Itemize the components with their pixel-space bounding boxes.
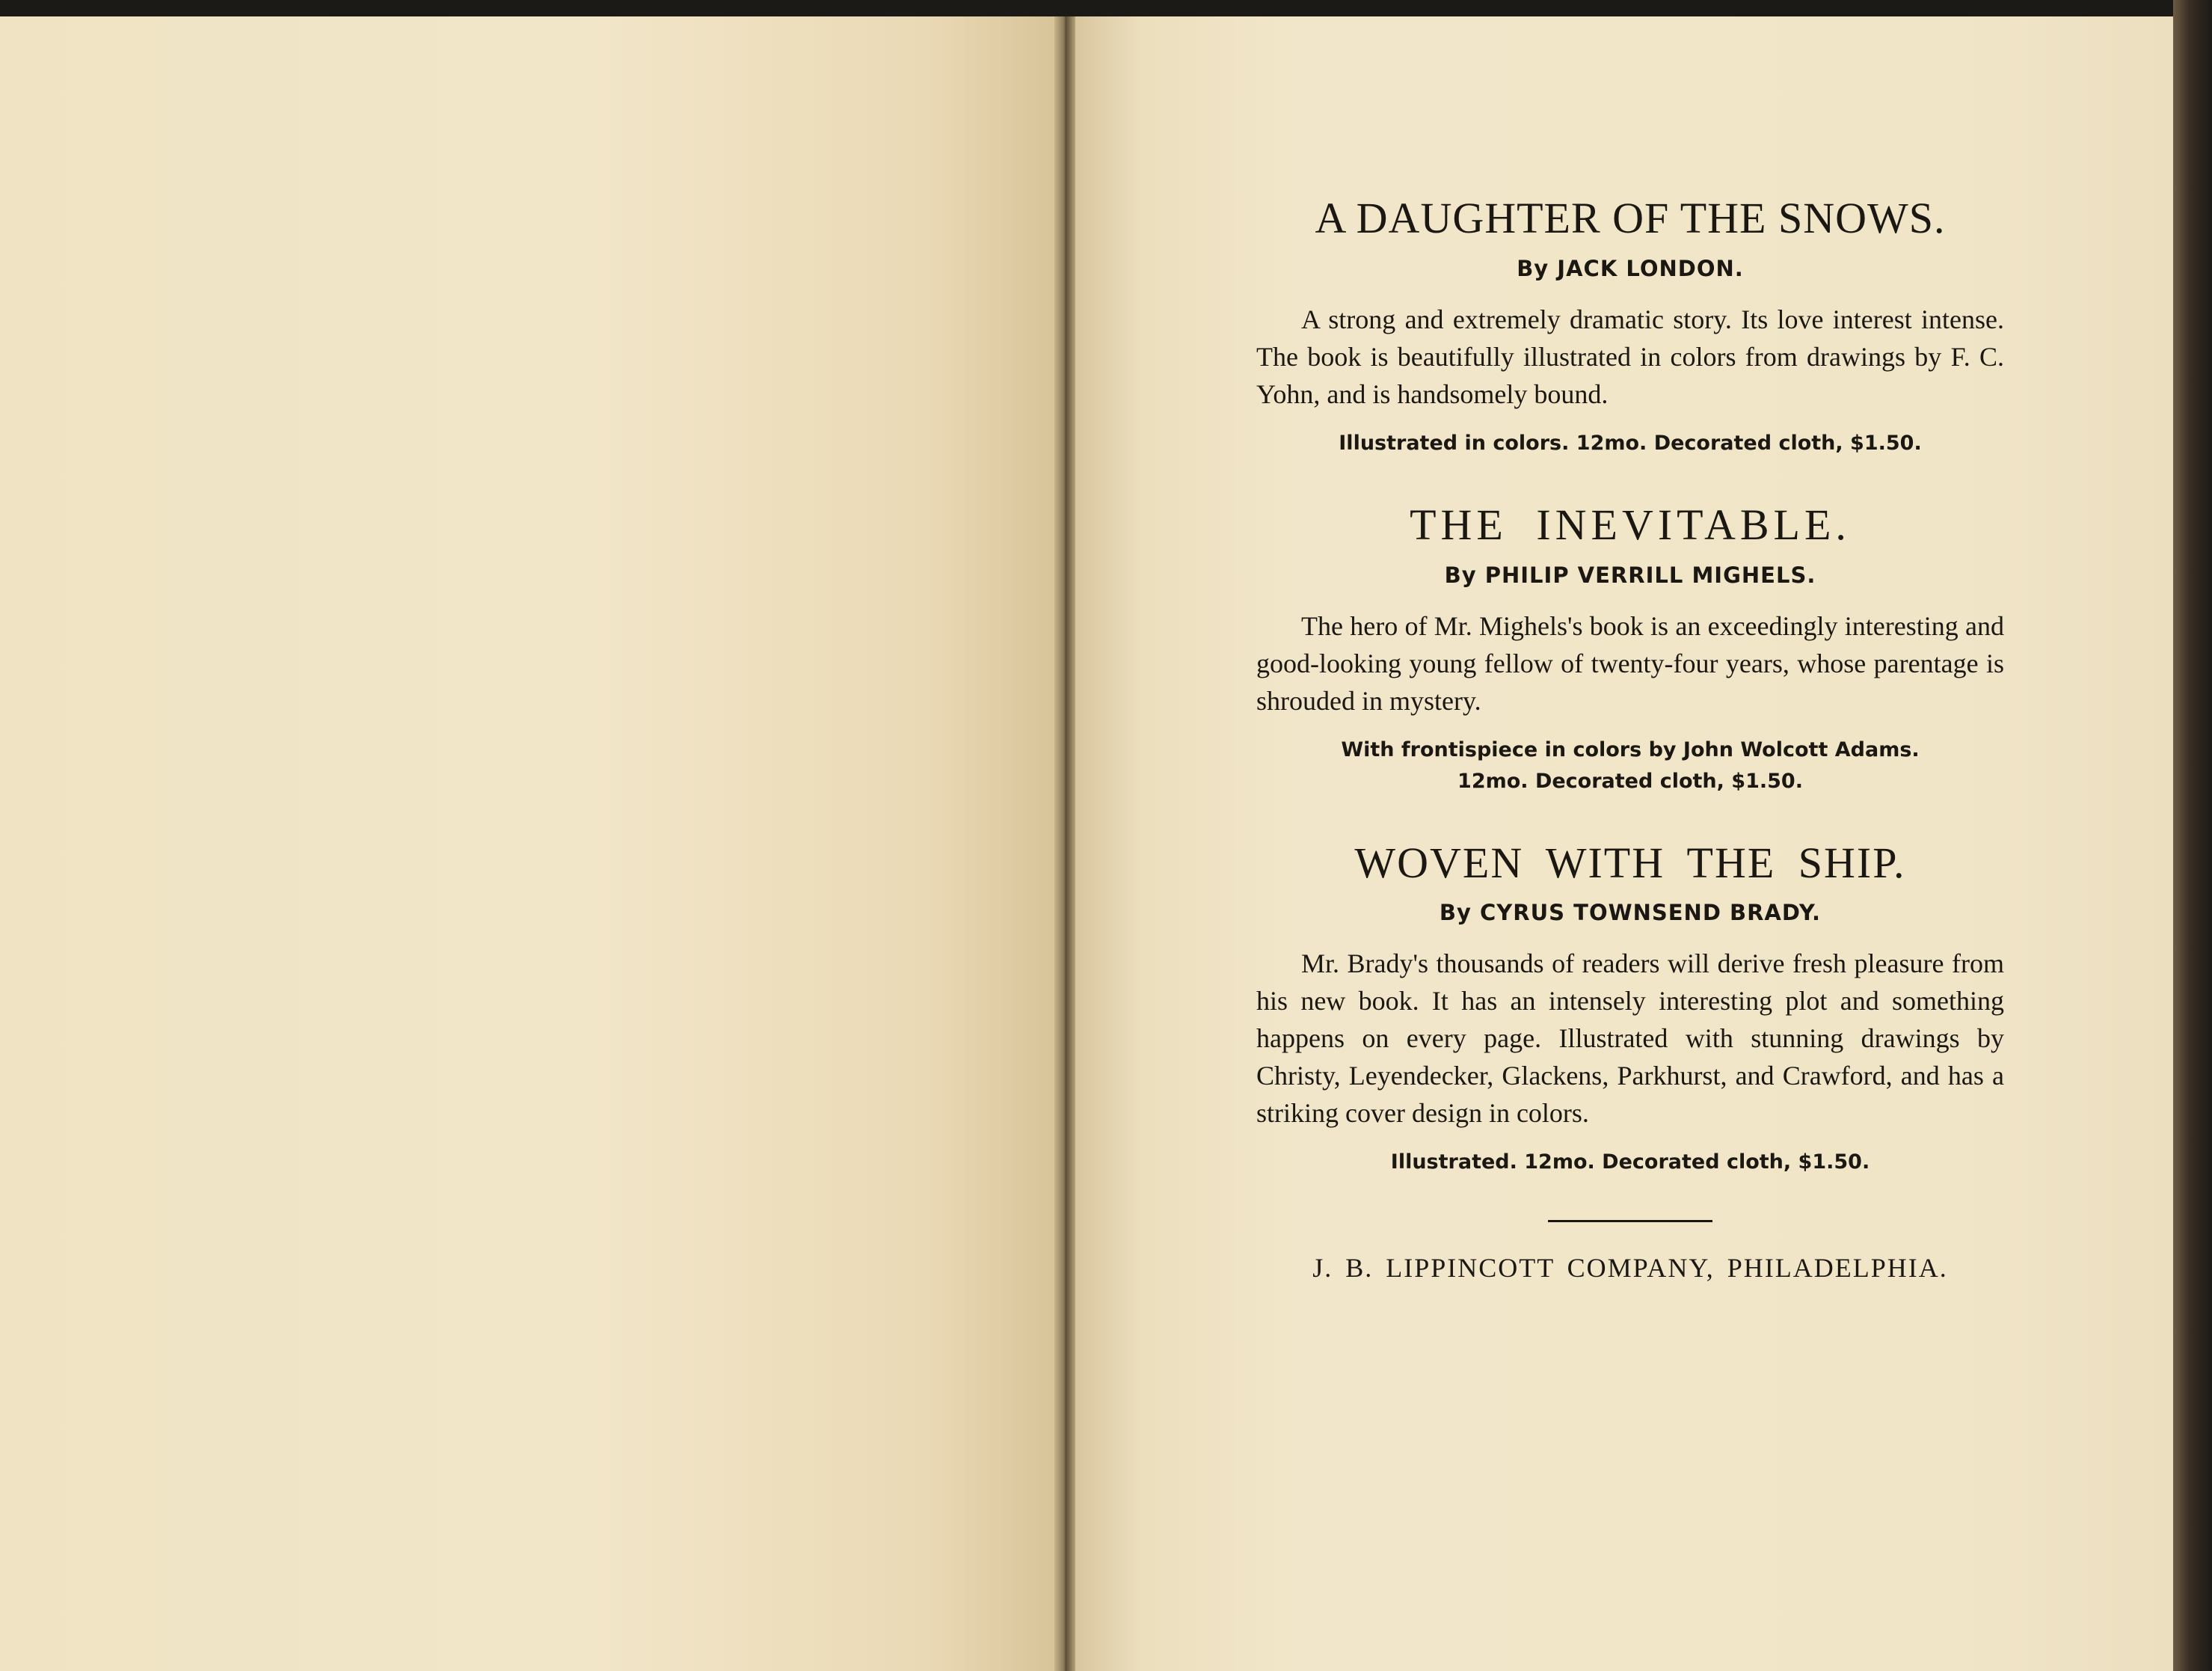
book-details: [1256, 428, 2004, 459]
book-entry-daughter-of-the-snows: [1256, 194, 2004, 459]
book-author: By JACK LONDON.: [1517, 255, 1744, 281]
left-page-blank: [0, 16, 1054, 1671]
divider-rule: [1548, 1220, 1712, 1222]
page-edge: [2173, 0, 2212, 1671]
book-details-line: With frontispiece in colors by John Wolcott Adams.: [1341, 738, 1920, 761]
advertisement-content: [1256, 194, 2004, 1284]
book-entry-woven-with-the-ship: [1256, 839, 2004, 1179]
book-description: A strong and extremely dramatic story. Its love interest intense. The book is beautifully illustrated in colors from drawings by F. C. Yohn, and is handsomely bound.: [1256, 304, 2004, 409]
book-description: The hero of Mr. Mighels's book is an exceedingly interesting and good-looking young fellow of twenty-four years, whose parentage is shrouded in mystery.: [1256, 610, 2004, 716]
book-title: A DAUGHTER OF THE SNOWS.: [1315, 194, 1946, 242]
book-author: By CYRUS TOWNSEND BRADY.: [1439, 900, 1822, 926]
book-details-line: Illustrated. 12mo. Decorated cloth, $1.50.: [1390, 1150, 1870, 1174]
book-title: WOVEN WITH THE SHIP.: [1354, 838, 1906, 887]
publisher-imprint: J. B. LIPPINCOTT COMPANY, PHILADELPHIA.: [1312, 1253, 1948, 1284]
book-gutter: [1054, 16, 1075, 1671]
book-title: THE INEVITABLE.: [1410, 500, 1851, 549]
book-entry-the-inevitable: [1256, 501, 2004, 797]
book-description: Mr. Brady's thousands of readers will derive fresh pleasure from his new book. It has an intensely interesting plot and something happens on every page. Illustrated with stunning drawings by Christy, Leyendecker, Glackens, Parkhurst, and Crawford, and has a striking cover design in colors.: [1256, 948, 2004, 1129]
book-details: [1256, 1147, 2004, 1178]
book-details-line: 12mo. Decorated cloth, $1.50.: [1457, 769, 1803, 793]
book-author: By PHILIP VERRILL MIGHELS.: [1444, 562, 1816, 588]
book-details-line: Illustrated in colors. 12mo. Decorated cloth, $1.50.: [1339, 431, 1922, 455]
book-details: [1256, 735, 2004, 797]
